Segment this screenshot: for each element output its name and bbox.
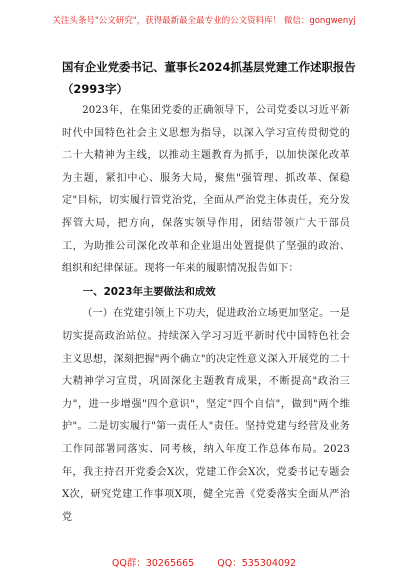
intro-paragraph: 2023年，在集团党委的正确领导下，公司党委以习近平新时代中国特色社会主义思想为指导，以深入学习宣传贯彻党的二十大精神为主线，以推动主题教育为抓手，以加快深化改革为主题，紧扣中心、服务大局，聚焦"强管理、抓改革、保稳定"目标，切实履行管党治党，全面从严治党主体责任，充分发挥管大局，把方向，保落实领导作用，团结带领广大干部员工，为助推公司深化改革和企业退出处置提供了坚强的政治、组织和纪律保证。现将一年来的履职情况报告如下： — [62, 105, 350, 275]
section-heading: 一、2023年主要做法和成效 — [82, 285, 216, 298]
document-title: 国有企业党委书记、董事长2024抓基层党建工作述职报告 — [62, 60, 356, 74]
footer-qq: QQ：535304092 — [217, 558, 297, 569]
section-paragraph: （一）在党建引领上下功夫，促进政治立场更加坚定。一是切实提高政治站位。持续深入学习习近平新时代中国特色社会主义思想，深刻把握"两个确立"的决定性意义深入开展党的二十大精神学习宣贯，巩固深化主题教育成果，不断提高"政治三力"，进一步增强"四个意识"，坚定"四个自信"，做到"两个维护"。二是切实履行"第一责任人"责任。坚持党建与经营及业务工作同部署同落实、同考核，纳入年度工作总体布局。2023年，我主持召开党委会X次，党建工作会X次，党委书记专题会X次，研究党建工作事项X项，健全完善《党委落实全面从严治党 — [62, 308, 350, 523]
document-body — [62, 56, 356, 529]
word-count: （2993字） — [62, 82, 128, 96]
footer-contact — [0, 555, 408, 569]
footer-qq-group: QQ群：30265665 — [111, 558, 195, 569]
header-banner: 关注头条号"公文研究"，获得最新最全最专业的公文资料库！ 微信：gongwenyj — [52, 16, 356, 26]
